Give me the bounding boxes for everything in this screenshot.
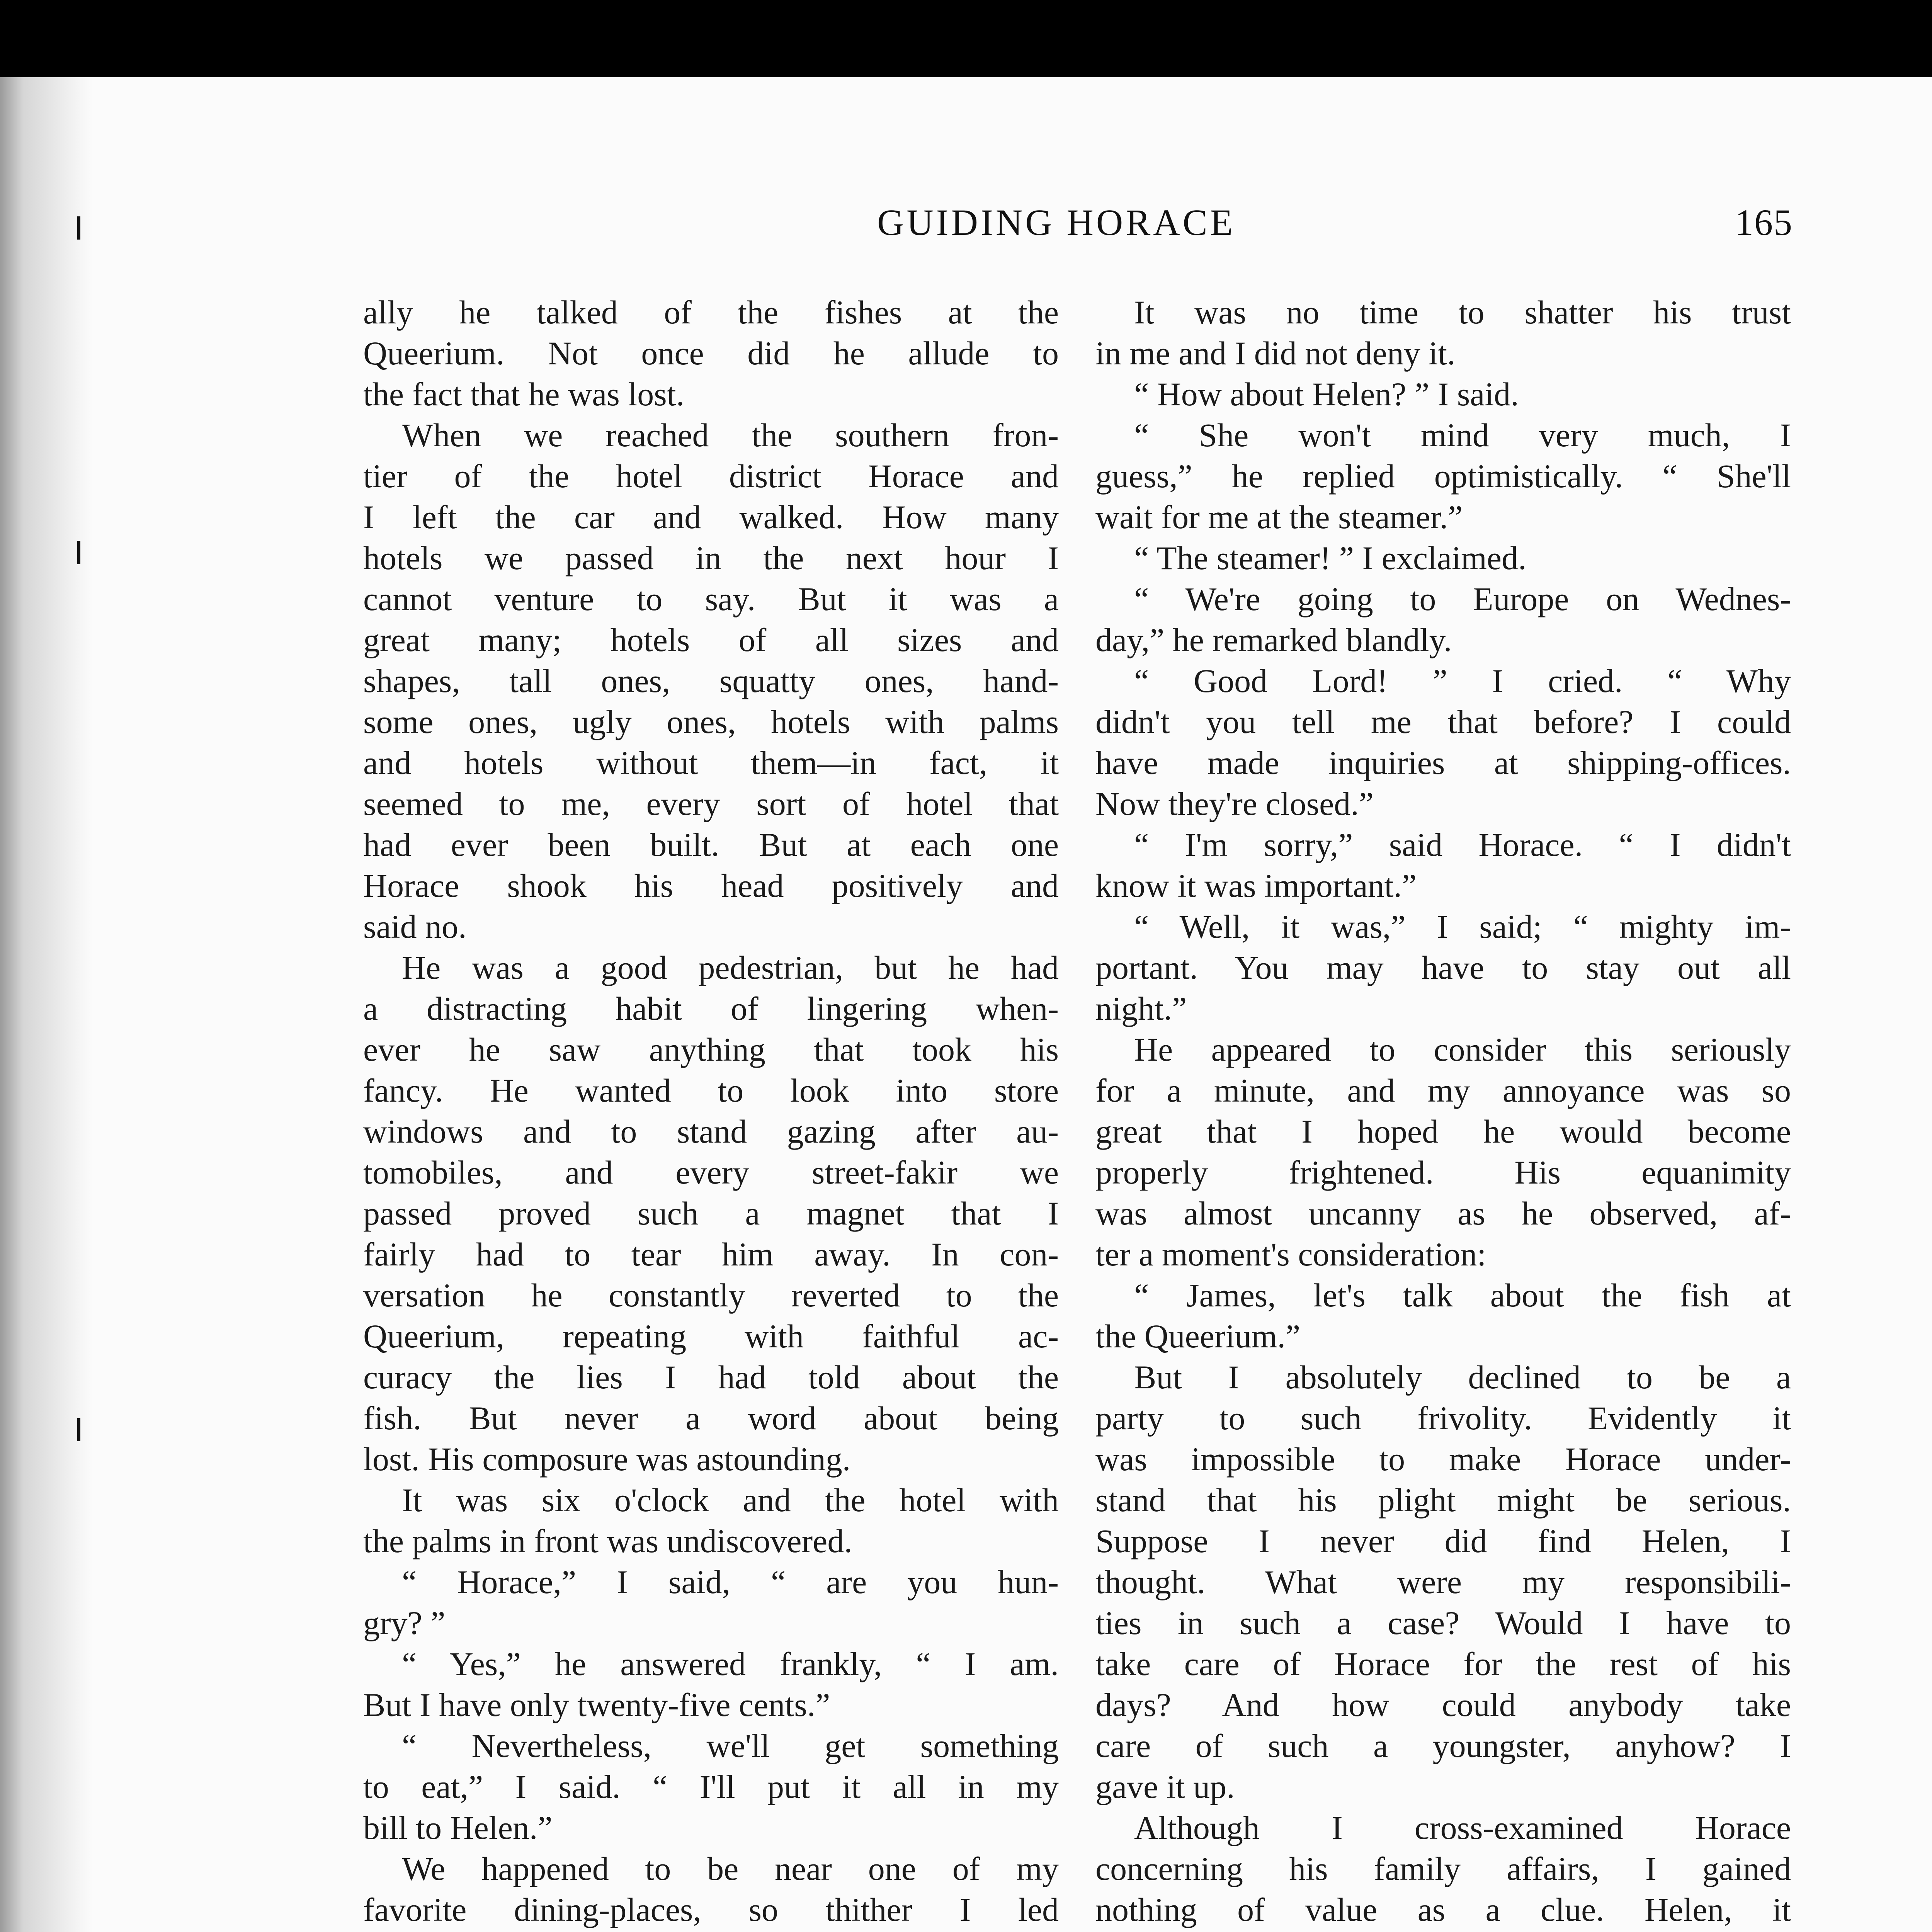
text-line: Queerium. Not once did he allude to	[363, 335, 1059, 372]
text-line: Queerium, repeating with faithful ac-	[363, 1318, 1059, 1355]
binding-mark	[77, 216, 80, 240]
text-line: “ Good Lord! ” I cried. “ Why	[1134, 662, 1791, 699]
text-line: “ I'm sorry,” said Horace. “ I didn't	[1134, 826, 1791, 863]
text-line: “ She won't mind very much, I	[1134, 417, 1791, 454]
text-line: had ever been built. But at each one	[363, 826, 1059, 863]
text-line: We happened to be near one of my	[402, 1850, 1059, 1887]
text-line: have made inquiries at shipping-offices.	[1095, 744, 1791, 781]
text-column-right	[1095, 292, 1791, 1932]
text-line: wait for me at the steamer.”	[1095, 498, 1463, 536]
text-line: ally he talked of the fishes at the	[363, 294, 1059, 331]
text-line: nothing of value as a clue. Helen, it	[1095, 1891, 1791, 1928]
text-line: tier of the hotel district Horace and	[363, 457, 1059, 495]
text-line: “ How about Helen? ” I said.	[1134, 376, 1519, 413]
text-line: guess,” he replied optimistically. “ She'll	[1095, 457, 1791, 495]
text-line: in me and I did not deny it.	[1095, 335, 1456, 372]
text-line: night.”	[1095, 990, 1187, 1027]
text-line: “ Yes,” he answered frankly, “ I am.	[402, 1645, 1059, 1682]
text-line: gave it up.	[1095, 1768, 1235, 1805]
text-line: was almost uncanny as he observed, af-	[1095, 1195, 1791, 1232]
text-line: great many; hotels of all sizes and	[363, 621, 1059, 658]
text-line: ties in such a case? Would I have to	[1095, 1604, 1791, 1641]
text-line: properly frightened. His equanimity	[1095, 1154, 1791, 1191]
text-line: take care of Horace for the rest of his	[1095, 1645, 1791, 1682]
text-line: the palms in front was undiscovered.	[363, 1522, 852, 1560]
text-line: “ The steamer! ” I exclaimed.	[1134, 539, 1527, 577]
text-line: versation he constantly reverted to the	[363, 1277, 1059, 1314]
text-line: “ Horace,” I said, “ are you hun-	[402, 1563, 1059, 1600]
text-line: ter a moment's consideration:	[1095, 1236, 1486, 1273]
text-line: When we reached the southern fron-	[402, 417, 1059, 454]
text-line: favorite dining-places, so thither I led	[363, 1891, 1059, 1928]
text-line: curacy the lies I had told about the	[363, 1359, 1059, 1396]
text-line: didn't you tell me that before? I could	[1095, 703, 1791, 740]
text-line	[1095, 1930, 1791, 1932]
text-line: said no.	[363, 908, 467, 945]
text-line	[363, 1930, 1059, 1932]
text-line: a distracting habit of lingering when-	[363, 990, 1059, 1027]
running-head: GUIDING HORACE	[877, 202, 1236, 243]
text-line: for a minute, and my annoyance was so	[1095, 1072, 1791, 1109]
text-line: Although I cross-examined Horace	[1134, 1809, 1791, 1846]
scan-border-top	[0, 0, 1932, 77]
text-line: lost. His composure was astounding.	[363, 1440, 851, 1478]
text-line: But I absolutely declined to be a	[1134, 1359, 1791, 1396]
text-line: care of such a youngster, anyhow? I	[1095, 1727, 1791, 1764]
text-line: Now they're closed.”	[1095, 785, 1374, 822]
text-line: Horace shook his head positively and	[363, 867, 1059, 904]
text-line: seemed to me, every sort of hotel that	[363, 785, 1059, 822]
text-line: day,” he remarked blandly.	[1095, 621, 1452, 658]
text-line: fish. But never a word about being	[363, 1400, 1059, 1437]
text-line: fairly had to tear him away. In con-	[363, 1236, 1059, 1273]
binding-mark	[77, 541, 80, 564]
text-line: windows and to stand gazing after au-	[363, 1113, 1059, 1150]
text-line: hotels we passed in the next hour I	[363, 539, 1059, 577]
text-line: portant. You may have to stay out all	[1095, 949, 1791, 986]
text-line: But I have only twenty-five cents.”	[363, 1686, 830, 1723]
text-line: “ James, let's talk about the fish at	[1134, 1277, 1791, 1314]
text-line: Suppose I never did find Helen, I	[1095, 1522, 1791, 1560]
text-line: I left the car and walked. How many	[363, 498, 1059, 536]
text-line: the Queerium.”	[1095, 1318, 1301, 1355]
gutter-shadow	[0, 77, 93, 1932]
text-line: “ Nevertheless, we'll get something	[402, 1727, 1059, 1764]
text-line: cannot venture to say. But it was a	[363, 580, 1059, 617]
text-line: concerning his family affairs, I gained	[1095, 1850, 1791, 1887]
text-line: was impossible to make Horace under-	[1095, 1440, 1791, 1478]
binding-mark	[77, 1418, 80, 1441]
text-line: to eat,” I said. “ I'll put it all in my	[363, 1768, 1059, 1805]
text-line: “ Well, it was,” I said; “ mighty im-	[1134, 908, 1791, 945]
text-line: party to such frivolity. Evidently it	[1095, 1400, 1791, 1437]
text-line: some ones, ugly ones, hotels with palms	[363, 703, 1059, 740]
text-line: days? And how could anybody take	[1095, 1686, 1791, 1723]
text-line: It was six o'clock and the hotel with	[402, 1481, 1059, 1519]
text-line: It was no time to shatter his trust	[1134, 294, 1791, 331]
text-line: know it was important.”	[1095, 867, 1417, 904]
text-line: ever he saw anything that took his	[363, 1031, 1059, 1068]
text-line: He was a good pedestrian, but he had	[402, 949, 1059, 986]
page-number: 165	[1735, 202, 1793, 243]
text-column-left	[363, 292, 1059, 1932]
text-line: passed proved such a magnet that I	[363, 1195, 1059, 1232]
text-line: fancy. He wanted to look into store	[363, 1072, 1059, 1109]
text-line: and hotels without them—in fact, it	[363, 744, 1059, 781]
text-line: stand that his plight might be serious.	[1095, 1481, 1791, 1519]
text-line: shapes, tall ones, squatty ones, hand-	[363, 662, 1059, 699]
text-line: great that I hoped he would become	[1095, 1113, 1791, 1150]
text-line: bill to Helen.”	[363, 1809, 553, 1846]
text-line: “ We're going to Europe on Wednes-	[1134, 580, 1791, 617]
text-line: the fact that he was lost.	[363, 376, 685, 413]
text-line: thought. What were my responsibili-	[1095, 1563, 1791, 1600]
text-line: He appeared to consider this seriously	[1134, 1031, 1791, 1068]
text-line: tomobiles, and every street-fakir we	[363, 1154, 1059, 1191]
text-line: gry? ”	[363, 1604, 446, 1641]
